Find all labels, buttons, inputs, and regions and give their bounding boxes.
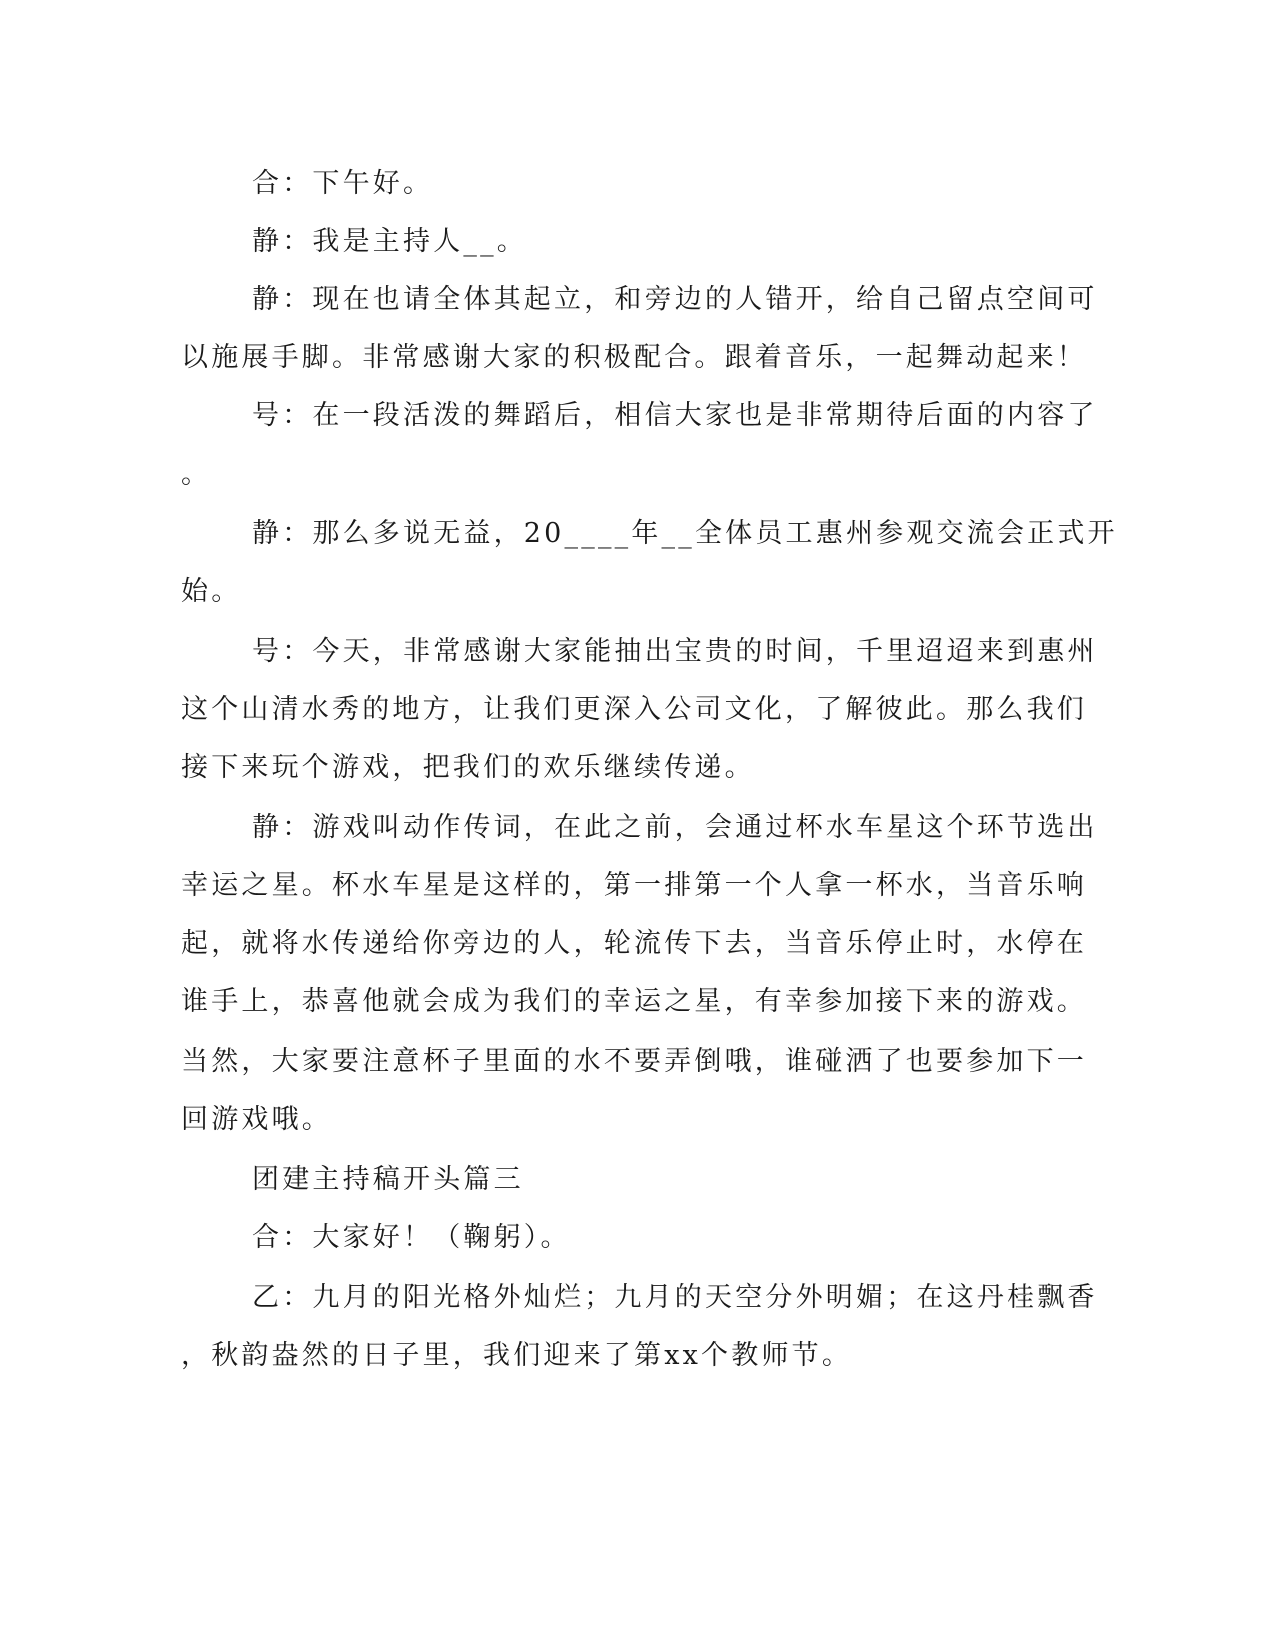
text-line: 接下来玩个游戏，把我们的欢乐继续传递。: [181, 752, 755, 783]
text-line: 以施展手脚。非常感谢大家的积极配合。跟着音乐，一起舞动起来！: [181, 342, 1087, 373]
text-line: 合：大家好！（鞠躬）。: [252, 1222, 571, 1253]
text-line: 静：游戏叫动作传词，在此之前，会通过杯水车星这个环节选出: [252, 812, 1098, 843]
text-line: 回游戏哦。: [181, 1104, 332, 1135]
text-line: 号：今天，非常感谢大家能抽出宝贵的时间，千里迢迢来到惠州: [252, 636, 1098, 667]
text-line: 当然，大家要注意杯子里面的水不要弄倒哦，谁碰洒了也要参加下一: [181, 1046, 1087, 1077]
text-line: 静：我是主持人__。: [252, 226, 527, 257]
section-heading: 团建主持稿开头篇三: [252, 1164, 524, 1195]
text-line: 始。: [181, 576, 242, 607]
text-line: ，秋韵盎然的日子里，我们迎来了第xx个教师节。: [181, 1340, 853, 1371]
text-line: 静：现在也请全体其起立，和旁边的人错开，给自己留点空间可: [252, 284, 1098, 315]
text-line: 幸运之星。杯水车星是这样的，第一排第一个人拿一杯水，当音乐响: [181, 870, 1087, 901]
text-line: 合：下午好。: [252, 168, 434, 199]
text-line: 乙：九月的阳光格外灿烂；九月的天空分外明媚；在这丹桂飘香: [252, 1282, 1098, 1313]
text-line: 静：那么多说无益，20____年__全体员工惠州参观交流会正式开: [252, 518, 1118, 549]
text-line: 。: [181, 459, 212, 490]
text-line: 起，就将水传递给你旁边的人，轮流传下去，当音乐停止时，水停在: [181, 928, 1087, 959]
text-line: 这个山清水秀的地方，让我们更深入公司文化，了解彼此。那么我们: [181, 694, 1087, 725]
text-line: 号：在一段活泼的舞蹈后，相信大家也是非常期待后面的内容了: [252, 400, 1098, 431]
text-line: 谁手上，恭喜他就会成为我们的幸运之星，有幸参加接下来的游戏。: [181, 986, 1087, 1017]
